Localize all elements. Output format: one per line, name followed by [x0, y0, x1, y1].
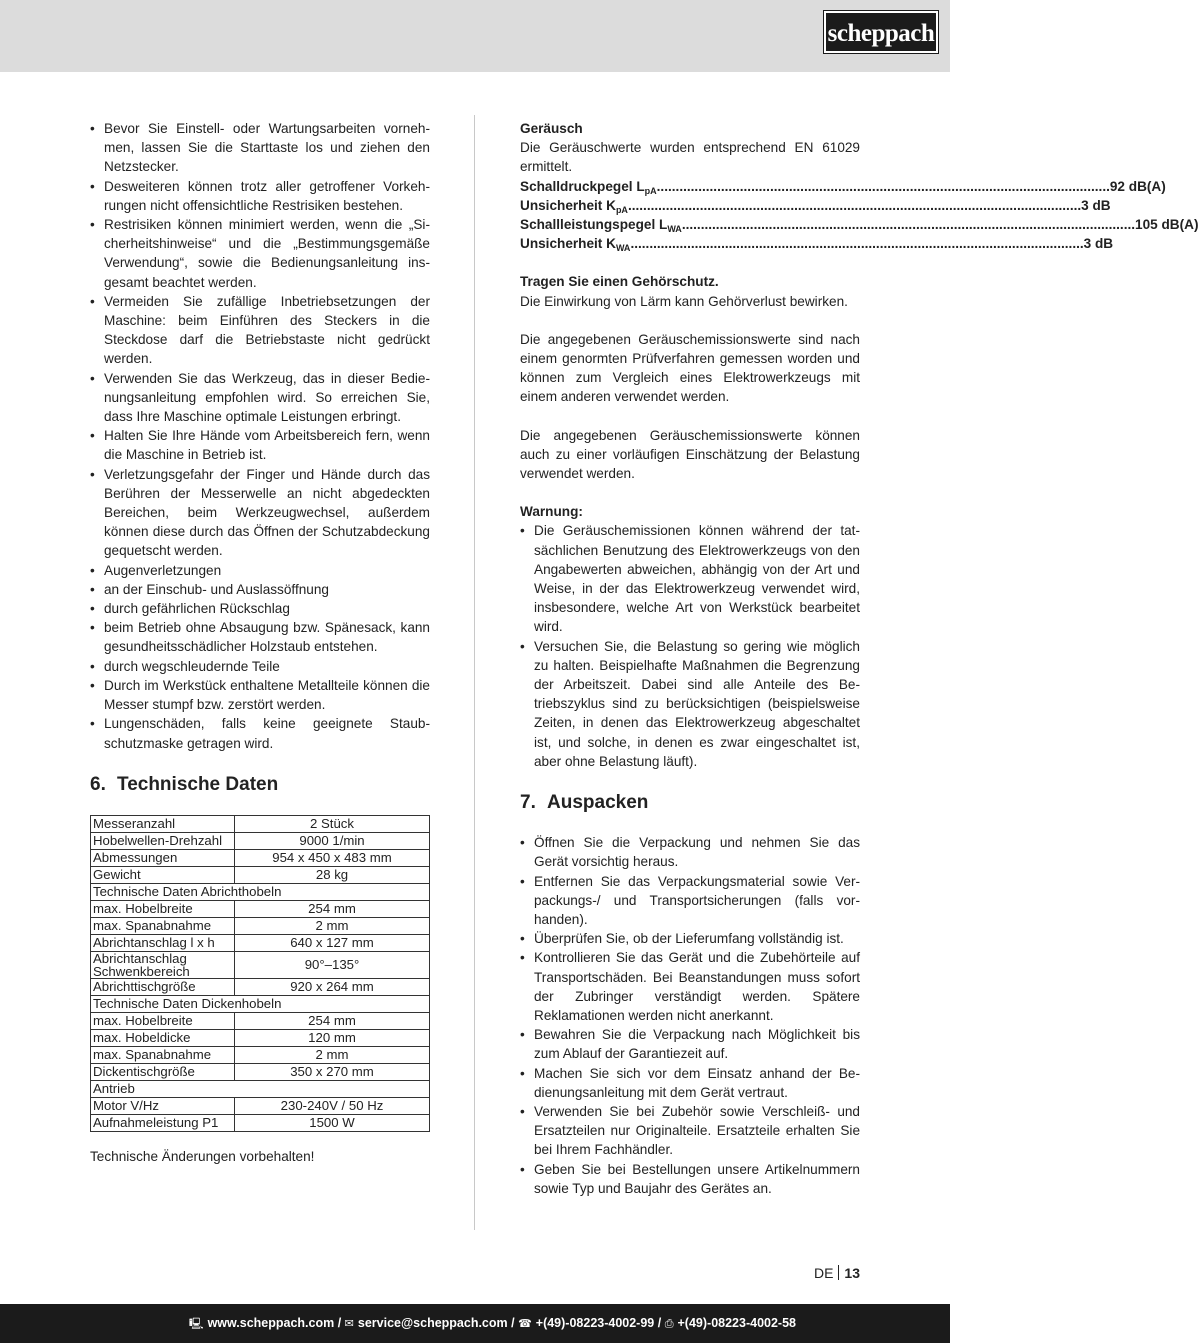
unpacking-bullet-list: [520, 833, 860, 1198]
envelope-icon: ✉: [344, 1318, 354, 1330]
table-cell-value: 28 kg: [235, 866, 430, 883]
list-item: • Öffnen Sie die Verpackung und nehmen Sie das Gerät vorsichtig heraus.: [520, 833, 860, 871]
table-row: [91, 995, 430, 1012]
table-row: [91, 815, 430, 832]
section-heading-technical-data: 6. Technische Daten: [90, 773, 279, 795]
list-item: • Vermeiden Sie zufällige Inbetriebsetzungen der Maschine: beim Einführen des Steckers in die Steckdose darf die Betriebstaste nicht gedrückt werden.: [90, 292, 430, 369]
table-cell-value: 254 mm: [235, 1012, 430, 1029]
list-item: • Bevor Sie Einstell- oder Wartungsarbeiten vornehmen, lassen Sie die Starttaste los und ziehen den Netzstecker.: [90, 119, 430, 177]
table-cell-value: 640 x 127 mm: [235, 934, 430, 951]
noise-row-subscript: WA: [667, 224, 682, 235]
list-item: • Lungenschäden, falls keine geeignete Staubschutzmaske getragen wird.: [90, 714, 430, 752]
list-item: • Entfernen Sie das Verpackungsmaterial sowie Verpackungs-/ und Transportsicherungen (falls vorhanden).: [520, 872, 860, 930]
table-row: [91, 951, 430, 978]
table-section-header: Antrieb: [91, 1080, 430, 1097]
page-language: DE: [813, 1265, 834, 1281]
right-column: [520, 119, 1198, 1198]
page-number-value: 13: [844, 1265, 860, 1281]
table-cell-label: max. Hobelbreite: [91, 900, 235, 917]
table-cell-value: 920 x 264 mm: [235, 978, 430, 995]
list-item: • Verletzungsgefahr der Finger und Hände durch das Berühren der Messerwelle an nicht abgedeckten Bereichen, beim Werkzeugwechsel, außerdem können diese durch das Öffnen der Schutzabdeckung gequetscht werden.: [90, 465, 430, 561]
column-divider: [474, 115, 475, 1230]
warning-label: Warnung:: [520, 504, 583, 520]
table-row: [91, 1114, 430, 1131]
list-item: • Geben Sie bei Bestellungen unsere Artikelnummern sowie Typ und Baujahr des Gerätes an.: [520, 1160, 860, 1198]
footer-fax: +(49)-08223-4002-58: [677, 1316, 796, 1330]
safety-bullet-list: [90, 119, 430, 753]
table-section-header: Technische Daten Abrichthobeln: [91, 883, 430, 900]
noise-value-row: Unsicherheit $K_{pA}$ ........................................................................................................................ 3 dB: [520, 197, 1111, 215]
footer-phone: +(49)-08223-4002-99: [535, 1316, 655, 1330]
table-cell-value: 254 mm: [235, 900, 430, 917]
section-heading-unpacking: 7. Auspacken: [520, 792, 649, 814]
list-item: • an der Einschub- und Auslassöffnung: [90, 580, 430, 599]
table-cell-label: max. Spanabnahme: [91, 917, 235, 934]
table-row: [91, 1029, 430, 1046]
table-cell-label: Dickentischgröße: [91, 1063, 235, 1080]
noise-row-label: Schallleistungspegel L: [520, 217, 668, 233]
noise-row-subscript: WA: [615, 243, 631, 254]
table-row: [91, 1097, 430, 1114]
list-item: • Durch im Werkstück enthaltene Metallteile können die Messer stumpf bzw. zerstört werden.: [90, 676, 430, 714]
noise-row-value: 3 dB: [1083, 236, 1114, 252]
list-item: • Verwenden Sie bei Zubehör sowie Verschleiß- und Ersatzteilen nur Originalteile. Ersatzteile erhalten Sie bei Ihrem Fachhändler.: [520, 1102, 860, 1160]
technical-changes-note: Technische Änderungen vorbehalten!: [90, 1148, 315, 1164]
noise-value-row: Schallleistungspegel $L_{WA}$ ........................................................................................................................ 105 dB(A): [520, 217, 1198, 235]
table-row: [91, 883, 430, 900]
table-cell-label: Aufnahmeleistung P1: [91, 1114, 235, 1131]
footer-bar: 🖳 www.scheppach.com / ✉ service@scheppach.com / ☎ +(49)-08223-4002-99 / ⎙ +(49)-08223-4002-58: [0, 1304, 950, 1343]
noise-label: Geräusch: [520, 121, 583, 136]
table-cell-label: max. Hobeldicke: [91, 1029, 235, 1046]
noise-row-value: 105 dB(A): [1135, 217, 1198, 233]
list-item: • Restrisiken können minimiert werden, wenn die „Sicherheitshinweise“ und die „Bestimmungsgemäße Verwendung“, sowie die Bedienungsanleitung insgesamt beachtet werden.: [90, 215, 430, 292]
noise-row-value: 3 dB: [1081, 197, 1111, 213]
table-row: [91, 1080, 430, 1097]
header-bar: [0, 0, 950, 72]
table-row: [91, 849, 430, 866]
table-cell-value: 2 mm: [235, 1046, 430, 1063]
table-cell-value: 9000 1/min: [235, 832, 430, 849]
list-item: • durch gefährlichen Rückschlag: [90, 599, 430, 618]
table-row: [91, 978, 430, 995]
table-cell-label: Abrichtanschlag l x h: [91, 934, 235, 951]
table-row: [91, 1046, 430, 1063]
table-cell-label: Abrichtanschlag Schwenkbereich: [91, 951, 235, 978]
list-item: • Versuchen Sie, die Belastung so gering wie möglich zu halten. Beispielhafte Maßnahmen die Begrenzung der Arbeitszeit. Dabei sind alle Anteile des Betriebszyklus sind zu berücksichtigen (beispielsweise Zeiten, in denen das Elektrowerkzeug abgeschaltet ist, und solche, in denen es zwar eingeschaltet ist, aber ohne Belastung läuft).: [520, 637, 860, 771]
table-section-header: Technische Daten Dickenhobeln: [91, 995, 430, 1012]
list-item: • Bewahren Sie die Verpackung nach Möglichkeit bis zum Ablauf der Garantiezeit auf.: [520, 1025, 860, 1063]
noise-values: [520, 177, 1198, 254]
table-cell-value: 1500 W: [235, 1114, 430, 1131]
table-cell-value: 2 mm: [235, 917, 430, 934]
noise-intro: Die Geräuschwerte wurden entsprechend EN 61029 ermittelt.: [520, 140, 860, 175]
hearing-protection-text: Die Einwirkung von Lärm kann Gehörverlust bewirken.: [520, 293, 848, 309]
table-row: [91, 934, 430, 951]
left-column: [90, 119, 430, 1166]
footer-website[interactable]: www.scheppach.com: [207, 1316, 335, 1330]
table-cell-value: 230-240V / 50 Hz: [235, 1097, 430, 1114]
table-row: [91, 1012, 430, 1029]
table-row: [91, 1063, 430, 1080]
noise-row-subscript: pA: [644, 185, 657, 196]
table-row: [91, 866, 430, 883]
table-row: [91, 917, 430, 934]
noise-row-label: Unsicherheit K: [520, 236, 616, 252]
list-item: • Halten Sie Ihre Hände vom Arbeitsbereich fern, wenn die Maschine in Betrieb ist.: [90, 426, 430, 464]
phone-icon: ☎: [518, 1318, 532, 1330]
list-item: • Überprüfen Sie, ob der Lieferumfang vollständig ist.: [520, 929, 860, 948]
table-cell-value: 954 x 450 x 483 mm: [235, 849, 430, 866]
noise-row-value: 92 dB(A): [1109, 178, 1166, 194]
warning-bullet-list: [520, 521, 860, 771]
table-cell-value: 350 x 270 mm: [235, 1063, 430, 1080]
hearing-protection-label: Tragen Sie einen Gehörschutz.: [520, 274, 719, 290]
noise-row-subscript: pA: [615, 204, 628, 215]
scheppach-logo: scheppach: [824, 11, 938, 53]
table-cell-label: Motor V/Hz: [91, 1097, 235, 1114]
table-cell-label: Gewicht: [91, 866, 235, 883]
computer-icon: 🖳: [188, 1318, 204, 1330]
noise-value-row: Schalldruckpegel $L_{pA}$ ........................................................................................................................ 92 dB(A): [520, 178, 1166, 196]
list-item: • Augenverletzungen: [90, 561, 430, 580]
list-item: • Verwenden Sie das Werkzeug, das in dieser Bedienungsanleitung empfohlen wird. So erreichen Sie, dass Ihre Maschine optimale Leistungen erbringt.: [90, 369, 430, 427]
table-cell-label: Abmessungen: [91, 849, 235, 866]
list-item: • Kontrollieren Sie das Gerät und die Zubehörteile auf Transportschäden. Bei Beanstandungen muss sofort der Zubringer verständigt werden. Spätere Reklamationen werden nicht anerkannt.: [520, 948, 860, 1025]
table-cell-label: max. Spanabnahme: [91, 1046, 235, 1063]
list-item: • Machen Sie sich vor dem Einsatz anhand der Bedienungsanleitung mit dem Gerät vertraut.: [520, 1064, 860, 1102]
noise-value-row: Unsicherheit $K_{WA}$ ........................................................................................................................ 3 dB: [520, 236, 1114, 254]
table-cell-value: 2 Stück: [235, 815, 430, 832]
list-item: • beim Betrieb ohne Absaugung bzw. Spänesack, kann gesundheitsschädlicher Holzstaub entstehen.: [90, 618, 430, 656]
list-item: • Die Geräuschemissionen können während der tatsächlichen Benutzung des Elektrowerkzeugs von den Angabewerten abweichen, abhängig von der Art und Weise, in der das Elektrowerkzeug verwendet wird, insbesondere, welche Art von Werkstück bearbeitet wird.: [520, 521, 860, 636]
fax-icon: ⎙: [664, 1318, 674, 1330]
noise-row-label: Schalldruckpegel L: [520, 178, 645, 194]
emission-paragraph-2: Die angegebenen Geräuschemissionswerte können auch zu einer vorläufigen Einschätzung der Belastung verwendet werden.: [520, 427, 860, 482]
table-cell-label: Messeranzahl: [91, 815, 235, 832]
page-number: [814, 1265, 860, 1281]
noise-row-label: Unsicherheit K: [520, 197, 616, 213]
footer-email[interactable]: service@scheppach.com: [357, 1316, 508, 1330]
emission-paragraph-1: Die angegebenen Geräuschemissionswerte sind nach einem genormten Prüfverfahren gemessen worden und können zum Vergleich eines Elektrowerkzeugs mit einem anderen verwendet werden.: [520, 331, 860, 405]
table-row: [91, 900, 430, 917]
list-item: • Desweiteren können trotz aller getroffener Vorkehrungen nicht offensichtliche Restrisiken bestehen.: [90, 177, 430, 215]
table-cell-value: 90°–135°: [235, 951, 430, 978]
technical-data-table: [90, 815, 430, 1132]
table-cell-label: max. Hobelbreite: [91, 1012, 235, 1029]
table-cell-label: Hobelwellen-Drehzahl: [91, 832, 235, 849]
table-cell-value: 120 mm: [235, 1029, 430, 1046]
list-item: • durch wegschleudernde Teile: [90, 657, 430, 676]
table-cell-label: Abrichttischgröße: [91, 978, 235, 995]
table-row: [91, 832, 430, 849]
